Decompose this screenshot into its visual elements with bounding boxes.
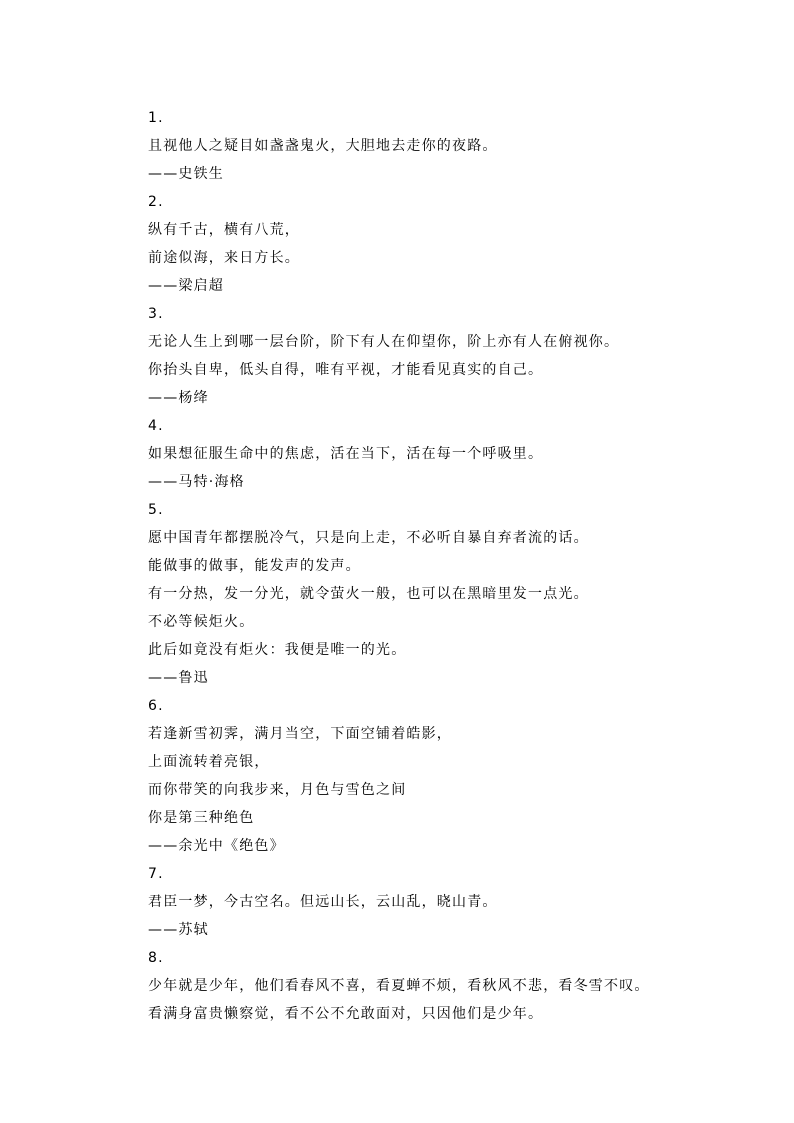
quote-text: 若逢新雪初霁，满月当空，下面空铺着皓影，	[148, 726, 452, 742]
quote-number: 8.	[148, 950, 164, 966]
quote-text: 而你带笑的向我步来，月色与雪色之间	[148, 782, 407, 798]
quote-number: 6.	[148, 698, 164, 714]
quote-text: 君臣一梦，今古空名。但远山长，云山乱，晓山青。	[148, 894, 498, 910]
quote-list	[148, 104, 708, 1028]
quote-text: 你抬头自卑，低头自得，唯有平视，才能看见真实的自己。	[148, 362, 544, 378]
quote-text: 不必等候炬火。	[148, 614, 255, 630]
quote-text: 无论人生上到哪一层台阶，阶下有人在仰望你，阶上亦有人在俯视你。	[148, 334, 620, 350]
quote-text: 你是第三种绝色	[148, 810, 255, 826]
quote-text: 且视他人之疑目如盏盏鬼火，大胆地去走你的夜路。	[148, 138, 498, 154]
quote-number: 7.	[148, 866, 164, 882]
quote-text: 有一分热，发一分光，就令萤火一般，也可以在黑暗里发一点光。	[148, 586, 589, 602]
quote-author: ——梁启超	[148, 278, 224, 294]
quote-number: 2.	[148, 194, 164, 210]
quote-text: 愿中国青年都摆脱冷气，只是向上走，不必听自暴自弃者流的话。	[148, 530, 589, 546]
quote-author: ——余光中《绝色》	[148, 838, 285, 854]
quote-text: 少年就是少年，他们看春风不喜，看夏蝉不烦，看秋风不悲，看冬雪不叹。	[148, 978, 650, 994]
quote-text: 能做事的做事，能发声的发声。	[148, 558, 361, 574]
quote-number: 5.	[148, 502, 164, 518]
quote-number: 3.	[148, 306, 164, 322]
quote-author: ——苏轼	[148, 922, 209, 938]
quote-text: 前途似海，来日方长。	[148, 250, 300, 266]
quote-text: 此后如竟没有炬火：我便是唯一的光。	[148, 642, 407, 658]
quote-text: 纵有千古，横有八荒，	[148, 222, 300, 238]
quote-text: 如果想征服生命中的焦虑，活在当下，活在每一个呼吸里。	[148, 446, 544, 462]
quote-text: 上面流转着亮银，	[148, 754, 270, 770]
quote-number: 1.	[148, 110, 164, 126]
quote-author: ——鲁迅	[148, 670, 209, 686]
quote-author: ——史铁生	[148, 166, 224, 182]
quote-author: ——马特·海格	[148, 474, 245, 490]
quote-text: 看满身富贵懒察觉，看不公不允敢面对，只因他们是少年。	[148, 1006, 544, 1022]
quote-author: ——杨绛	[148, 390, 209, 406]
quote-number: 4.	[148, 418, 164, 434]
